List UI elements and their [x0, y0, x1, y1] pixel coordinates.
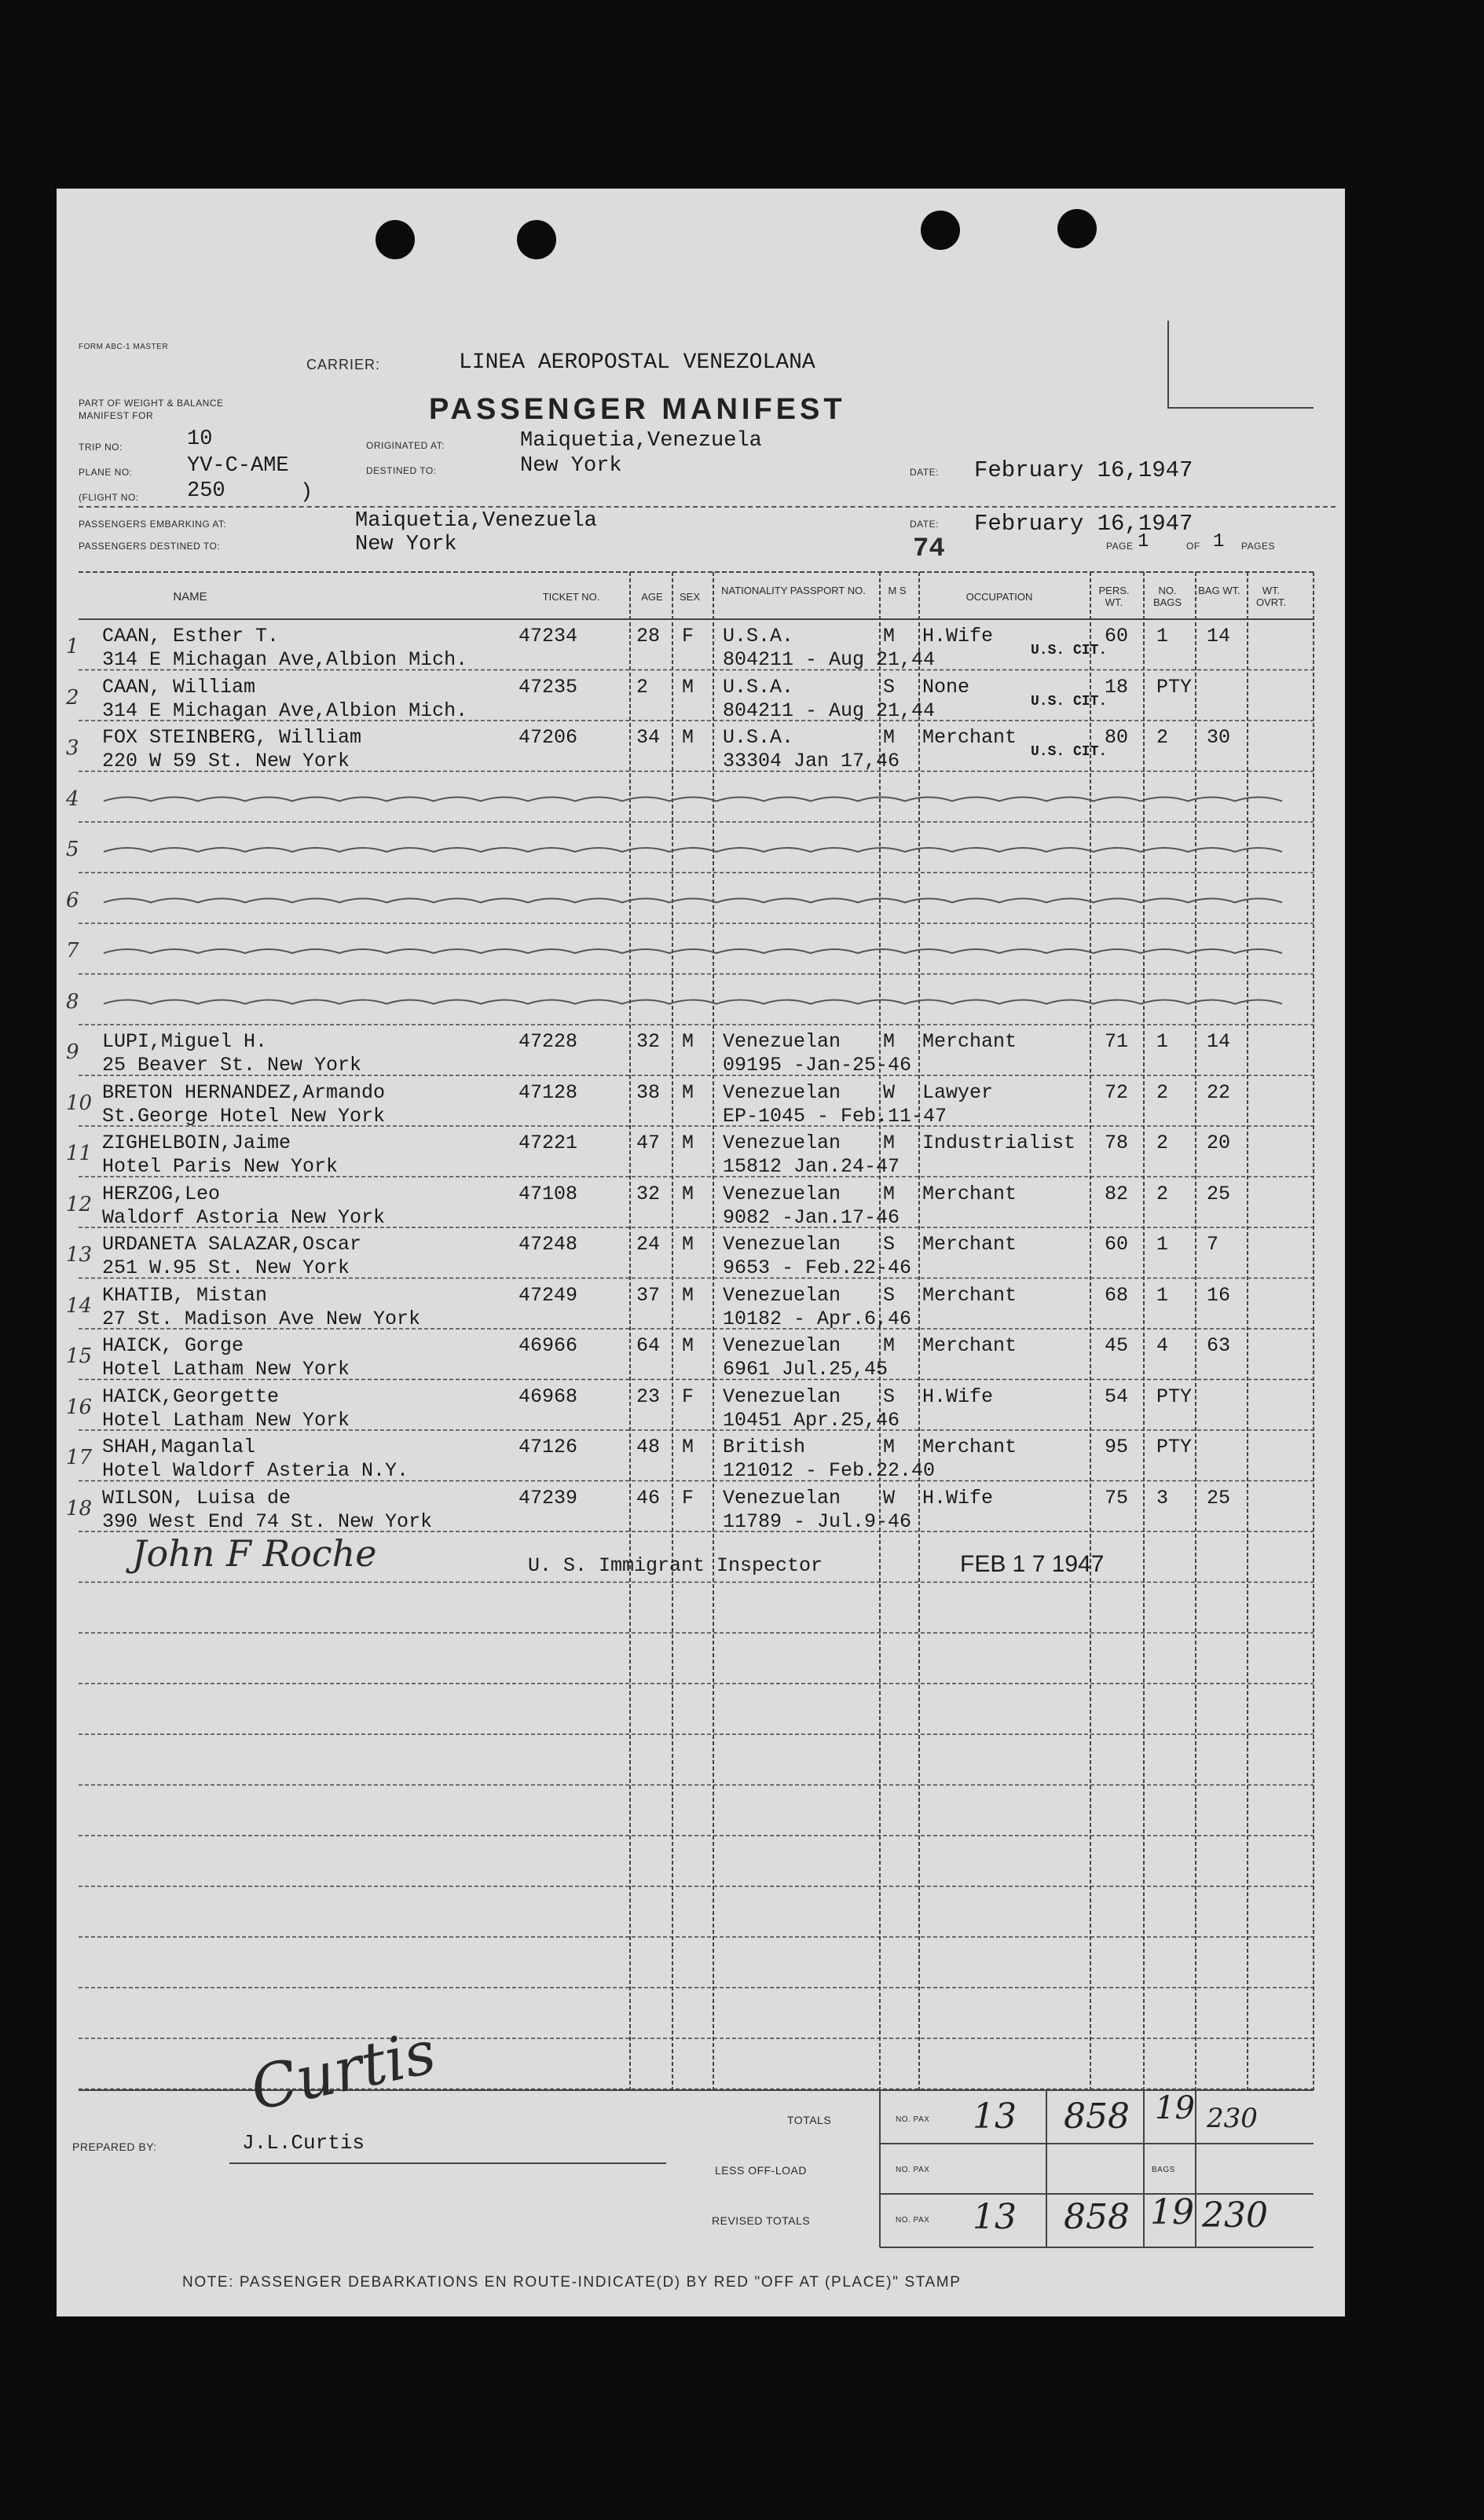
passenger-addr: 25 Beaver St. New York [102, 1054, 362, 1077]
header-age: AGE [641, 591, 663, 603]
passenger-name: WILSON, Luisa de [102, 1486, 291, 1509]
passenger-bagwt: 63 [1207, 1334, 1231, 1357]
header-no-bags: NO. BAGS [1152, 585, 1182, 608]
passenger-pass: 10182 - Apr.6,46 [723, 1307, 912, 1330]
passenger-nat: Venezuelan [723, 1182, 841, 1205]
date-value: February 16,1947 [974, 457, 1193, 483]
passenger-pass: 33304 Jan 17,46 [723, 750, 900, 772]
originated-value: Maiquetia,Venezuela [520, 429, 762, 453]
passenger-name: CAAN, William [102, 675, 256, 699]
total-bag-weight: 230 [1207, 2103, 1258, 2134]
no-pax-label: NO. PAX [896, 2115, 930, 2124]
header-wt-ovrt: WT. OVRT. [1255, 585, 1287, 608]
trip-value: 10 [187, 427, 213, 451]
passenger-name: KHATIB, Mistan [102, 1283, 268, 1307]
passenger-pass: 6961 Jul.25,45 [723, 1358, 889, 1381]
passenger-nat: U.S.A. [723, 625, 794, 647]
passenger-occ: H.Wife [922, 625, 994, 647]
passenger-nat: Venezuelan [723, 1030, 841, 1053]
passenger-occ: Industrialist [922, 1132, 1076, 1154]
manifest-for-label: MANIFEST FOR [79, 410, 154, 421]
destined-value: New York [520, 454, 622, 478]
header-name: NAME [173, 590, 207, 603]
passenger-name: HERZOG,Leo [102, 1182, 221, 1205]
passenger-no: 15 [66, 1344, 93, 1368]
flight-label: (FLIGHT NO: [79, 492, 139, 503]
handwritten-code: 74 [913, 534, 945, 564]
passenger-name: CAAN, Esther T. [102, 625, 280, 647]
passenger-pass: 15812 Jan.24-47 [723, 1155, 900, 1178]
flight-close: ) [300, 481, 313, 504]
passenger-ms: W [883, 1080, 896, 1104]
passenger-sex: M [682, 675, 694, 699]
passenger-wt: 80 [1105, 726, 1129, 749]
strike-through-mark [104, 1000, 1282, 1004]
passenger-addr: 220 W 59 St. New York [102, 750, 350, 772]
passenger-wt: 54 [1105, 1385, 1129, 1408]
revised-bag-weight: 230 [1202, 2195, 1268, 2236]
passenger-ticket: 47221 [518, 1132, 578, 1154]
passenger-occ: Lawyer [922, 1080, 994, 1104]
passenger-addr: Waldorf Astoria New York [102, 1205, 386, 1229]
passenger-bags: 1 [1156, 1233, 1169, 1256]
date2-value: February 16,1947 [974, 511, 1193, 537]
form-number: FORM ABC-1 MASTER [79, 343, 169, 351]
passenger-sex: M [682, 1233, 694, 1256]
passenger-occ: Merchant [922, 1030, 1017, 1053]
passenger-wt: 60 [1105, 1233, 1129, 1256]
passenger-note: U.S. CIT. [1031, 744, 1108, 760]
passenger-no: 5 [66, 838, 79, 861]
passenger-ms: M [883, 1436, 896, 1458]
passenger-ticket: 47235 [518, 675, 578, 699]
total-weight: 858 [1064, 2096, 1130, 2137]
passenger-wt: 78 [1105, 1132, 1129, 1154]
passenger-bagwt: 25 [1207, 1182, 1231, 1205]
passenger-age: 48 [636, 1436, 661, 1458]
header-nationality: NATIONALITY PASSPORT NO. [721, 585, 866, 596]
passenger-no: 12 [66, 1192, 93, 1216]
passenger-wt: 95 [1105, 1436, 1129, 1458]
date-label: DATE: [910, 467, 939, 478]
passenger-ms: M [883, 1030, 896, 1053]
passenger-addr: Hotel Paris New York [102, 1155, 339, 1178]
passenger-bagwt: 30 [1207, 726, 1231, 749]
passenger-bagwt: 22 [1207, 1080, 1231, 1104]
inspector-signature: John F Roche [132, 1532, 377, 1575]
passenger-sex: F [682, 1385, 694, 1408]
passenger-addr: Hotel Latham New York [102, 1358, 350, 1381]
passenger-occ: Merchant [922, 1334, 1017, 1357]
passenger-pass: 09195 -Jan-25-46 [723, 1054, 912, 1077]
passenger-name: URDANETA SALAZAR,Oscar [102, 1233, 362, 1256]
passenger-age: 2 [636, 675, 649, 699]
passenger-ticket: 47128 [518, 1080, 578, 1104]
destined2-value: New York [355, 533, 457, 556]
passenger-pass: 10451 Apr.25,46 [723, 1408, 900, 1432]
passenger-no: 4 [66, 787, 79, 811]
passenger-bags: 2 [1156, 1132, 1169, 1154]
passenger-pass: 9653 - Feb.22-46 [723, 1256, 912, 1279]
pages-value: 1 [1213, 531, 1225, 552]
passenger-bags: 2 [1156, 726, 1169, 749]
passenger-age: 34 [636, 726, 661, 749]
page-title: PASSENGER MANIFEST [429, 393, 846, 426]
passenger-age: 37 [636, 1283, 661, 1307]
passenger-ms: M [883, 1132, 896, 1154]
passenger-no: 8 [66, 989, 79, 1014]
passenger-name: ZIGHELBOIN,Jaime [102, 1132, 291, 1154]
no-pax-label: NO. PAX [896, 2216, 930, 2225]
passenger-no: 2 [66, 685, 79, 710]
passenger-bags: PTY [1156, 675, 1193, 699]
pages-label: PAGES [1241, 541, 1275, 552]
passenger-addr: 314 E Michagan Ave,Albion Mich. [102, 699, 468, 722]
passenger-ticket: 47228 [518, 1030, 578, 1053]
passenger-wt: 72 [1105, 1080, 1129, 1104]
passenger-ticket: 47249 [518, 1283, 578, 1307]
passenger-nat: U.S.A. [723, 675, 794, 699]
passenger-bagwt: 16 [1207, 1283, 1231, 1307]
strike-through-mark [104, 848, 1282, 852]
passenger-addr: 27 St. Madison Ave New York [102, 1307, 421, 1330]
destined-label: DESTINED TO: [366, 465, 437, 476]
part-of-label: PART OF WEIGHT & BALANCE [79, 398, 224, 409]
passenger-bagwt: 7 [1207, 1233, 1219, 1256]
passenger-ticket: 47234 [518, 625, 578, 647]
passenger-ms: M [883, 1182, 896, 1205]
trip-label: TRIP NO: [79, 442, 123, 453]
page-value: 1 [1138, 531, 1149, 552]
passenger-addr: 251 W.95 St. New York [102, 1256, 350, 1279]
passenger-ticket: 46968 [518, 1385, 578, 1408]
passenger-sex: M [682, 1436, 694, 1458]
passenger-age: 28 [636, 625, 661, 647]
passenger-note: U.S. CIT. [1031, 643, 1108, 658]
passenger-bagwt: 14 [1207, 1030, 1231, 1053]
passenger-nat: Venezuelan [723, 1132, 841, 1154]
prepared-by-label: PREPARED BY: [72, 2140, 157, 2153]
passenger-sex: M [682, 1334, 694, 1357]
passenger-name: HAICK,Georgette [102, 1385, 280, 1408]
passenger-sex: M [682, 1283, 694, 1307]
passenger-name: LUPI,Miguel H. [102, 1030, 268, 1053]
passenger-bags: 2 [1156, 1182, 1169, 1205]
passenger-nat: Venezuelan [723, 1486, 841, 1509]
plane-label: PLANE NO: [79, 467, 133, 478]
passenger-bags: 1 [1156, 625, 1169, 647]
passenger-sex: F [682, 625, 694, 647]
passenger-bags: 4 [1156, 1334, 1169, 1357]
totals-label: TOTALS [787, 2114, 832, 2126]
bags-label: BAGS [1152, 2166, 1175, 2174]
passenger-age: 64 [636, 1334, 661, 1357]
prepared-by-line [229, 2162, 666, 2164]
passenger-sex: M [682, 1132, 694, 1154]
passenger-occ: H.Wife [922, 1385, 994, 1408]
passenger-age: 32 [636, 1030, 661, 1053]
plane-value: YV-C-AME [187, 454, 289, 478]
passenger-nat: Venezuelan [723, 1233, 841, 1256]
passenger-addr: 314 E Michagan Ave,Albion Mich. [102, 648, 468, 671]
passenger-wt: 18 [1105, 675, 1129, 699]
passenger-pass: 804211 - Aug 21,44 [723, 699, 936, 722]
total-bags: 19 [1155, 2090, 1195, 2126]
carrier-value: LINEA AEROPOSTAL VENEZOLANA [459, 350, 815, 375]
passenger-bags: PTY [1156, 1385, 1193, 1408]
header-ticket: TICKET NO. [542, 591, 600, 603]
passenger-nat: Venezuelan [723, 1283, 841, 1307]
passenger-bags: 2 [1156, 1080, 1169, 1104]
passenger-wt: 45 [1105, 1334, 1129, 1357]
passenger-ticket: 47108 [518, 1182, 578, 1205]
passenger-occ: Merchant [922, 1233, 1017, 1256]
passenger-ms: S [883, 1385, 896, 1408]
passenger-ticket: 47126 [518, 1436, 578, 1458]
passenger-wt: 82 [1105, 1182, 1129, 1205]
strike-through-mark [104, 949, 1282, 953]
passenger-pass: 121012 - Feb.22.40 [723, 1459, 936, 1482]
header-sex: SEX [679, 591, 700, 603]
passenger-nat: Venezuelan [723, 1334, 841, 1357]
passenger-ms: W [883, 1486, 896, 1509]
flight-value: 250 [187, 479, 225, 503]
passenger-addr: Hotel Latham New York [102, 1408, 350, 1432]
passenger-sex: F [682, 1486, 694, 1509]
embarking-value: Maiquetia,Venezuela [355, 509, 597, 533]
inspector-stamp: FEB 1 7 1947 [960, 1551, 1105, 1577]
total-pax: 13 [973, 2096, 1017, 2137]
prepared-by-name: J.L.Curtis [242, 2131, 365, 2155]
passenger-nat: U.S.A. [723, 726, 794, 749]
passenger-no: 3 [66, 736, 79, 760]
passenger-no: 16 [66, 1395, 93, 1419]
date2-label: DATE: [910, 519, 939, 530]
passenger-bags: 1 [1156, 1030, 1169, 1053]
passenger-bagwt: 20 [1207, 1132, 1231, 1154]
passenger-ticket: 47239 [518, 1486, 578, 1509]
passenger-wt: 68 [1105, 1283, 1129, 1307]
passenger-ms: S [883, 1233, 896, 1256]
passenger-wt: 75 [1105, 1486, 1129, 1509]
passenger-addr: St.George Hotel New York [102, 1104, 386, 1128]
passenger-no: 17 [66, 1446, 93, 1469]
passenger-age: 47 [636, 1132, 661, 1154]
passenger-ticket: 47206 [518, 726, 578, 749]
page-label: PAGE [1106, 541, 1134, 552]
header-occupation: OCCUPATION [966, 591, 1033, 603]
passenger-occ: None [922, 675, 970, 699]
passenger-no: 13 [66, 1243, 93, 1267]
passenger-name: BRETON HERNANDEZ,Armando [102, 1080, 386, 1104]
revised-totals-label: REVISED TOTALS [712, 2214, 811, 2227]
passenger-nat: British [723, 1436, 806, 1458]
passenger-name: SHAH,Maganlal [102, 1436, 256, 1458]
passenger-no: 9 [66, 1040, 79, 1064]
passenger-no: 14 [66, 1293, 93, 1318]
passenger-age: 38 [636, 1080, 661, 1104]
passenger-pass: 11789 - Jul.9-46 [723, 1509, 912, 1533]
passenger-no: 10 [66, 1091, 93, 1115]
passenger-occ: Merchant [922, 1182, 1017, 1205]
passenger-ms: S [883, 675, 896, 699]
passenger-name: FOX STEINBERG, William [102, 726, 362, 749]
carrier-label: CARRIER: [306, 357, 381, 372]
manifest-sheet [57, 189, 1345, 2316]
passenger-sex: M [682, 1182, 694, 1205]
passenger-age: 24 [636, 1233, 661, 1256]
originated-label: ORIGINATED AT: [366, 440, 445, 451]
passenger-addr: Hotel Waldorf Asteria N.Y. [102, 1459, 409, 1482]
passenger-ms: M [883, 726, 896, 749]
passenger-ms: M [883, 1334, 896, 1357]
passenger-sex: M [682, 1030, 694, 1053]
passenger-no: 1 [66, 635, 79, 658]
passenger-age: 46 [636, 1486, 661, 1509]
passenger-no: 7 [66, 939, 79, 963]
passenger-wt: 60 [1105, 625, 1129, 647]
inspector-label: U. S. Immigrant Inspector [528, 1554, 823, 1577]
passenger-nat: Venezuelan [723, 1080, 841, 1104]
passenger-occ: Merchant [922, 1283, 1017, 1307]
passenger-bagwt: 14 [1207, 625, 1231, 647]
passenger-bags: 1 [1156, 1283, 1169, 1307]
passenger-occ: Merchant [922, 1436, 1017, 1458]
passenger-pass: 804211 - Aug 21,44 [723, 648, 936, 671]
passenger-no: 11 [66, 1142, 93, 1165]
destined2-label: PASSENGERS DESTINED TO: [79, 541, 221, 552]
header-bag-wt: BAG WT. [1198, 585, 1240, 596]
passenger-bags: 3 [1156, 1486, 1169, 1509]
passenger-bagwt: 25 [1207, 1486, 1231, 1509]
off-load-label: LESS OFF-LOAD [715, 2164, 807, 2177]
preparer-signature: Curtis [244, 2016, 442, 2124]
passenger-addr: 390 West End 74 St. New York [102, 1509, 433, 1533]
passenger-wt: 71 [1105, 1030, 1129, 1053]
passenger-ticket: 46966 [518, 1334, 578, 1357]
header-ms: M S [888, 585, 907, 596]
header-pers-wt: PERS. WT. [1098, 585, 1130, 608]
revised-weight: 858 [1064, 2197, 1130, 2237]
passenger-ms: S [883, 1283, 896, 1307]
passenger-sex: M [682, 726, 694, 749]
passenger-ticket: 47248 [518, 1233, 578, 1256]
passenger-ms: M [883, 625, 896, 647]
passenger-no: 6 [66, 888, 79, 912]
passenger-pass: 9082 -Jan.17-46 [723, 1205, 900, 1229]
strike-through-mark [104, 899, 1282, 903]
strike-through-mark [104, 798, 1282, 801]
passenger-name: HAICK, Gorge [102, 1334, 244, 1357]
of-label: OF [1186, 541, 1200, 552]
embarking-label: PASSENGERS EMBARKING AT: [79, 519, 227, 530]
passenger-nat: Venezuelan [723, 1385, 841, 1408]
passenger-sex: M [682, 1080, 694, 1104]
passenger-bags: PTY [1156, 1436, 1193, 1458]
revised-pax: 13 [973, 2197, 1017, 2237]
passenger-note: U.S. CIT. [1031, 693, 1108, 710]
passenger-occ: H.Wife [922, 1486, 994, 1509]
passenger-occ: Merchant [922, 726, 1017, 749]
passenger-age: 32 [636, 1182, 661, 1205]
no-pax-label: NO. PAX [896, 2166, 930, 2174]
passenger-pass: EP-1045 - Feb.11-47 [723, 1104, 947, 1128]
passenger-age: 23 [636, 1385, 661, 1408]
revised-bags: 19 [1150, 2192, 1194, 2232]
footer-note: NOTE: PASSENGER DEBARKATIONS EN ROUTE-INDICATE(D) BY RED "OFF AT (PLACE)" STAMP [182, 2274, 962, 2291]
passenger-no: 18 [66, 1496, 93, 1520]
